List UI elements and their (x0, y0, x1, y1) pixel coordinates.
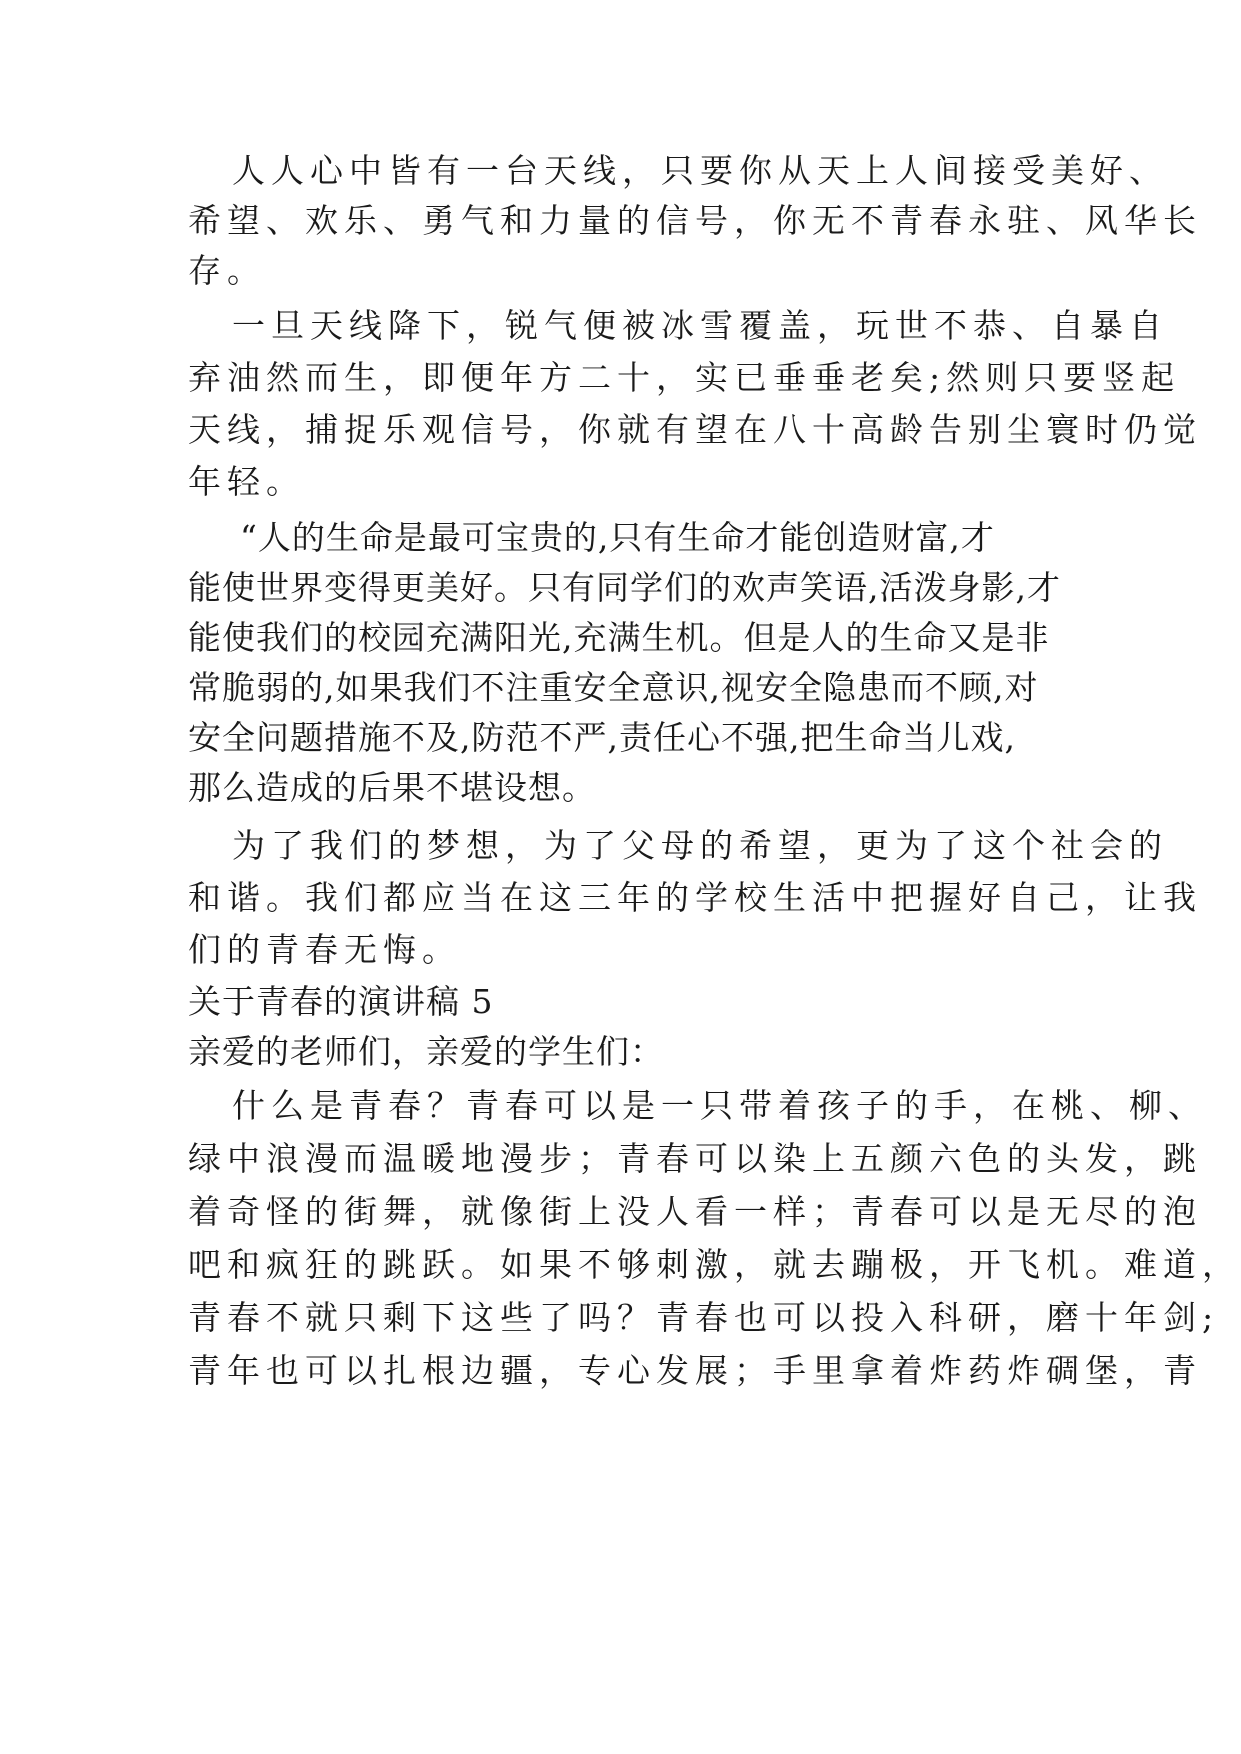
paragraph-4-line-3: 们的青春无悔。 (188, 930, 461, 969)
paragraph-2-line-3: 天线，捕捉乐观信号，你就有望在八十高龄告别尘寰时仍觉 (188, 410, 1202, 449)
paragraph-5-line-4: 吧和疯狂的跳跃。如果不够刺激，就去蹦极，开飞机。难道， (188, 1245, 1241, 1284)
paragraph-5-line-1: 什么是青春？青春可以是一只带着孩子的手，在桃、柳、 (232, 1086, 1207, 1125)
paragraph-2-line-2: 弃油然而生，即便年方二十，实已垂垂老矣;然则只要竖起 (188, 358, 1181, 397)
paragraph-1-line-3: 存。 (188, 251, 266, 290)
paragraph-4-line-2: 和谐。我们都应当在这三年的学校生活中把握好自己，让我 (188, 878, 1202, 917)
paragraph-3-line-1: “人的生命是最可宝贵的,只有生命才能创造财富,才 (240, 518, 995, 557)
section-title: 关于青春的演讲稿 5 (188, 982, 494, 1021)
salutation: 亲爱的老师们，亲爱的学生们： (188, 1032, 664, 1071)
paragraph-3-line-2: 能使世界变得更美好。只有同学们的欢声笑语,活泼身影,才 (188, 568, 1061, 607)
paragraph-3-line-4: 常脆弱的,如果我们不注重安全意识,视安全隐患而不顾,对 (188, 668, 1039, 707)
paragraph-5-line-5: 青春不就只剩下这些了吗？青春也可以投入科研，磨十年剑; (188, 1298, 1220, 1337)
paragraph-5-line-2: 绿中浪漫而温暖地漫步；青春可以染上五颜六色的头发，跳 (188, 1139, 1202, 1178)
paragraph-3-line-6: 那么造成的后果不堪设想。 (188, 768, 596, 807)
paragraph-2-line-1: 一旦天线降下，锐气便被冰雪覆盖，玩世不恭、自暴自 (232, 306, 1168, 345)
paragraph-1-line-1: 人人心中皆有一台天线，只要你从天上人间接受美好、 (232, 151, 1168, 190)
paragraph-5-line-3: 着奇怪的街舞，就像街上没人看一样；青春可以是无尽的泡 (188, 1192, 1202, 1231)
paragraph-4-line-1: 为了我们的梦想，为了父母的希望，更为了这个社会的 (232, 826, 1168, 865)
paragraph-5-line-6: 青年也可以扎根边疆，专心发展；手里拿着炸药炸碉堡，青 (188, 1351, 1202, 1390)
paragraph-1-line-2: 希望、欢乐、勇气和力量的信号，你无不青春永驻、风华长 (188, 201, 1202, 240)
paragraph-3-line-3: 能使我们的校园充满阳光,充满生机。但是人的生命又是非 (188, 618, 1050, 657)
paragraph-3-line-5: 安全问题措施不及,防范不严,责任心不强,把生命当儿戏, (188, 718, 1016, 757)
paragraph-2-line-4: 年轻。 (188, 462, 305, 501)
